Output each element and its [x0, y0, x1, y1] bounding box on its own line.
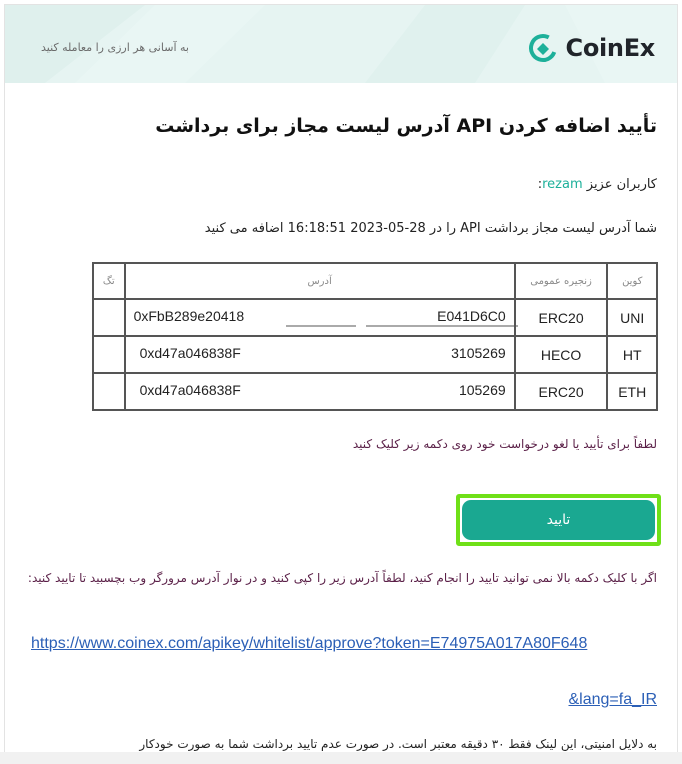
brand-name: CoinEx — [565, 34, 655, 62]
address-start: 0xFbB289e20418 — [133, 308, 245, 324]
address-end: E041D6C0 — [437, 308, 506, 324]
row-coin: ETH — [607, 373, 657, 410]
address-end: 105269 — [458, 382, 506, 398]
header-tagline: به آسانی هر ارزی را معامله کنید — [41, 41, 189, 54]
row-chain: ERC20 — [515, 299, 608, 336]
email-header — [5, 5, 677, 83]
header-address: آدرس — [125, 263, 515, 299]
greeting-suffix: : — [537, 177, 543, 192]
row-tag — [93, 336, 125, 373]
row-address — [125, 336, 515, 373]
bottom-strip — [0, 752, 682, 764]
confirm-button-highlight — [456, 494, 661, 546]
email-frame — [4, 4, 678, 753]
header-tag: تگ — [93, 263, 125, 299]
email-title: تأیید اضافه کردن API آدرس لیست مجاز برای برداشت — [155, 115, 657, 137]
security-note: به دلایل امنیتی، این لینک فقط ۳۰ دقیقه معتبر است. در صورت عدم تایید برداشت شما به صورت خودکار — [139, 737, 657, 751]
fallback-instructions: اگر با کلیک دکمه بالا نمی توانید تایید را انجام کنید، لطفاً آدرس زیر را کپی کنید و در نوار آدرس مرورگر وب بچسبید تا تایید کنید: — [27, 571, 657, 585]
header-coin: کوین — [607, 263, 657, 299]
table-row — [93, 336, 657, 373]
brand-logo[interactable] — [527, 31, 656, 65]
row-address — [125, 299, 515, 336]
greeting — [538, 177, 657, 192]
whitelist-info: شما آدرس لیست مجاز برداشت API را در 28-05-2023 16:18:51 اضافه می کنید — [204, 221, 657, 236]
table-row — [93, 299, 657, 336]
confirm-button[interactable]: تایید — [462, 500, 655, 540]
confirm-prompt: لطفاً برای تأیید یا لغو درخواست خود روی دکمه زیر کلیک کنید — [352, 437, 657, 451]
table-header-row — [93, 263, 657, 299]
row-tag — [93, 373, 125, 410]
row-chain: HECO — [515, 336, 608, 373]
row-address — [125, 373, 515, 410]
row-tag — [93, 299, 125, 336]
address-start: 0xd47a046838F — [139, 382, 241, 398]
address-end: 3105269 — [451, 345, 506, 361]
username: rezam — [542, 177, 583, 192]
row-coin: UNI — [607, 299, 657, 336]
address-start: 0xd47a046838F — [139, 345, 241, 361]
row-chain: ERC20 — [515, 373, 608, 410]
approve-link-continued[interactable]: &lang=fa_IR — [568, 691, 657, 708]
whitelist-table — [92, 262, 658, 411]
greeting-prefix: کاربران عزیز — [586, 177, 657, 192]
header-chain: زنجیره عمومی — [515, 263, 608, 299]
coinex-logo-icon — [527, 32, 559, 64]
row-coin: HT — [607, 336, 657, 373]
table-row — [93, 373, 657, 410]
address-underline — [286, 324, 518, 328]
approve-link[interactable]: https://www.coinex.com/apikey/whitelist/approve?token=E74975A017A80F648 — [31, 635, 588, 652]
